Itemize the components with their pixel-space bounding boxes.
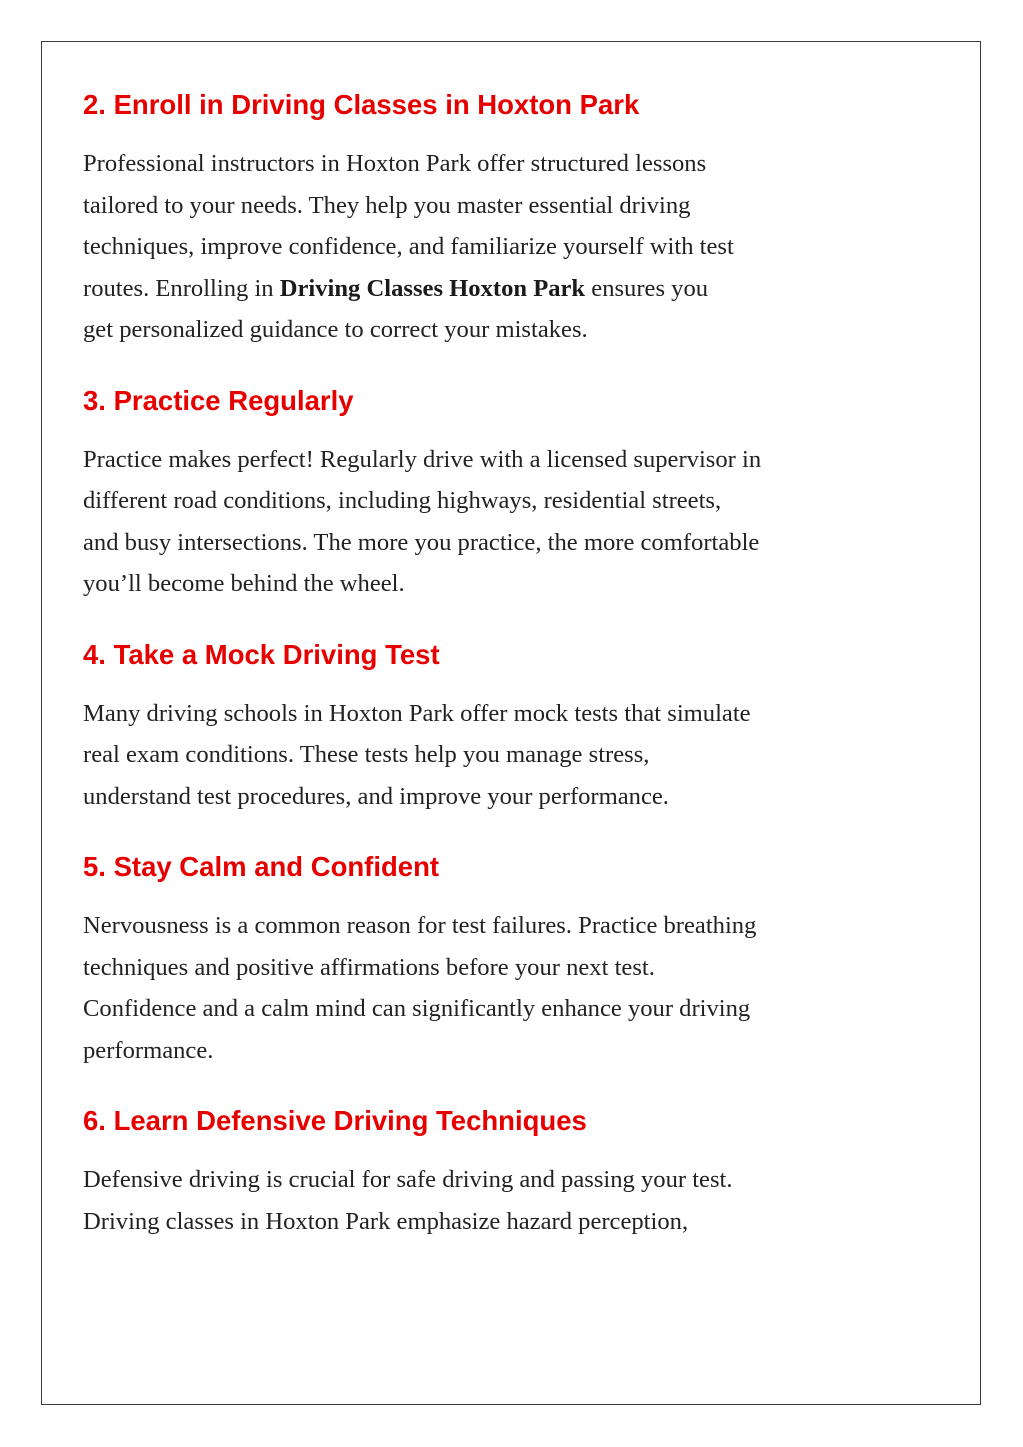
line-text: routes. Enrolling in bbox=[83, 274, 280, 302]
paragraph-line: Practice makes perfect! Regularly drive with a licensed supervisor in bbox=[83, 445, 762, 473]
section-heading: 2. Enroll in Driving Classes in Hoxton Park bbox=[83, 89, 640, 120]
paragraph-line: tailored to your needs. They help you master essential driving bbox=[83, 191, 691, 219]
paragraph-line: Driving classes in Hoxton Park emphasize hazard perception, bbox=[83, 1207, 689, 1235]
section-practice-regularly bbox=[83, 383, 873, 605]
section-mock-driving-test bbox=[83, 637, 873, 818]
section-paragraph bbox=[83, 693, 873, 818]
paragraph-line: get personalized guidance to correct your mistakes. bbox=[83, 316, 588, 343]
paragraph-line: Defensive driving is crucial for safe driving and passing your test. bbox=[83, 1166, 733, 1193]
paragraph-line: Confidence and a calm mind can significantly enhance your driving bbox=[83, 995, 751, 1022]
section-enroll-driving-classes bbox=[83, 87, 873, 351]
section-heading: 4. Take a Mock Driving Test bbox=[83, 638, 440, 670]
paragraph-line: different road conditions, including highways, residential streets, bbox=[83, 487, 722, 514]
paragraph-line: Professional instructors in Hoxton Park offer structured lessons bbox=[83, 150, 707, 177]
section-paragraph bbox=[83, 1159, 873, 1242]
paragraph-line: understand test procedures, and improve your performance. bbox=[83, 782, 669, 810]
paragraph-line: Many driving schools in Hoxton Park offer mock tests that simulate bbox=[83, 699, 751, 727]
paragraph-line: and busy intersections. The more you practice, the more comfortable bbox=[83, 528, 760, 556]
line-text: ensures you bbox=[585, 274, 709, 302]
section-paragraph bbox=[83, 143, 873, 351]
section-stay-calm bbox=[83, 849, 873, 1071]
bold-keyword: Driving Classes Hoxton Park bbox=[279, 274, 586, 302]
section-defensive-driving bbox=[83, 1103, 873, 1242]
section-heading: 3. Practice Regularly bbox=[83, 384, 354, 416]
section-paragraph bbox=[83, 439, 873, 605]
paragraph-line: you’ll become behind the wheel. bbox=[83, 570, 405, 597]
paragraph-line: techniques and positive affirmations before your next test. bbox=[83, 953, 655, 981]
paragraph-line: Nervousness is a common reason for test failures. Practice breathing bbox=[83, 912, 757, 939]
paragraph-line: real exam conditions. These tests help you manage stress, bbox=[83, 741, 650, 768]
document-content bbox=[83, 87, 873, 1274]
paragraph-line: techniques, improve confidence, and familiarize yourself with test bbox=[83, 233, 734, 260]
section-heading: 6. Learn Defensive Driving Techniques bbox=[83, 1105, 587, 1136]
section-paragraph bbox=[83, 905, 873, 1071]
paragraph-line bbox=[83, 268, 873, 310]
section-heading: 5. Stay Calm and Confident bbox=[83, 851, 440, 882]
paragraph-line: performance. bbox=[83, 1036, 214, 1064]
